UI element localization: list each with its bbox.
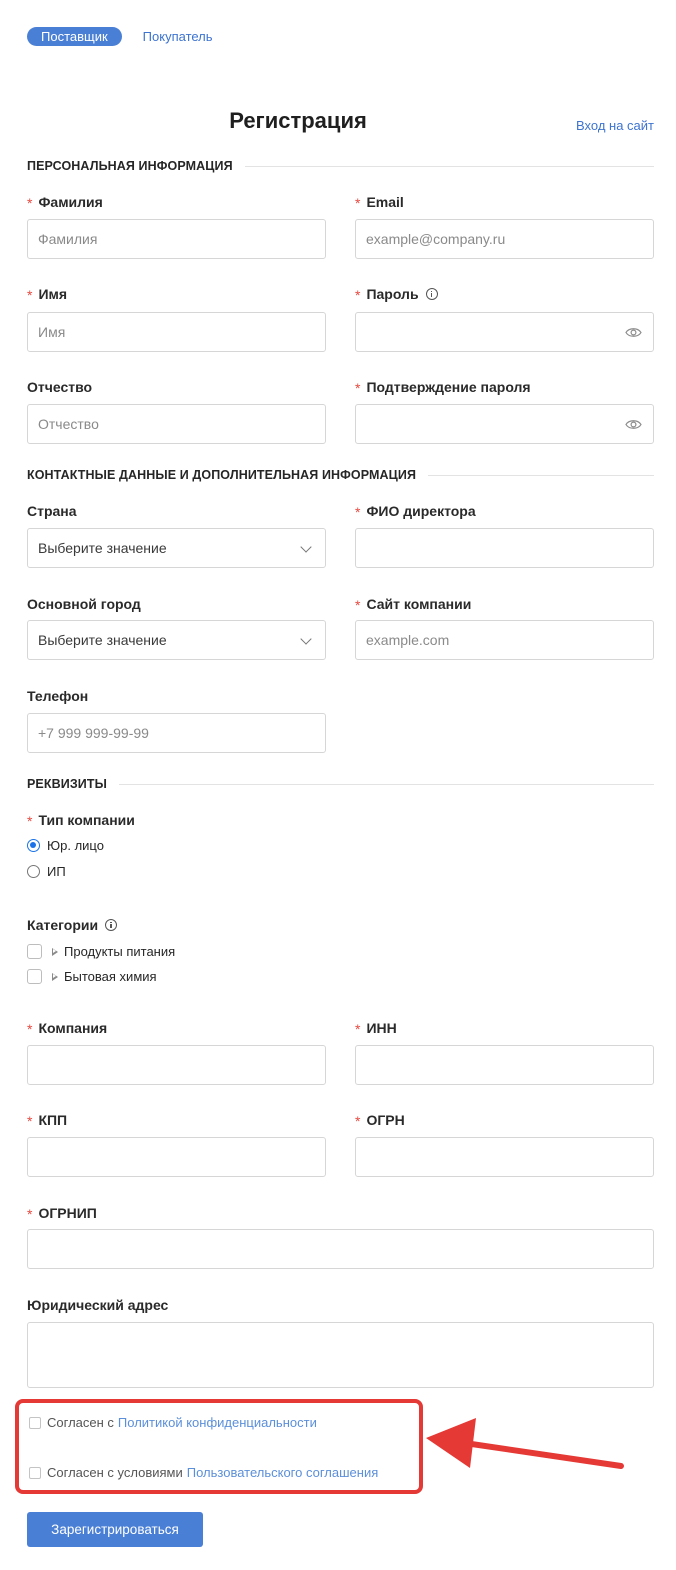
required-mark: * [27, 195, 33, 211]
first-name-label: * Имя [27, 286, 68, 303]
section-requisites [27, 777, 654, 791]
country-select[interactable] [27, 528, 326, 568]
required-mark: * [355, 1021, 361, 1037]
password-label: * Пароль [355, 286, 438, 302]
info-icon[interactable] [105, 919, 117, 931]
page-title: Регистрация [229, 108, 367, 133]
section-contacts [27, 468, 654, 482]
required-mark: * [355, 380, 361, 396]
chevron-down-icon [300, 633, 311, 644]
required-mark: * [27, 1113, 33, 1129]
section-contacts-title: КОНТАКТНЫЕ ДАННЫЕ И ДОПОЛНИТЕЛЬНАЯ ИНФОРМАЦИЯ [27, 468, 417, 482]
privacy-policy-link[interactable]: Политикой конфиденциальности [117, 1415, 317, 1430]
radio-button-checked[interactable] [27, 839, 40, 852]
legal-address-textarea[interactable] [27, 1322, 654, 1388]
info-icon[interactable] [426, 288, 438, 300]
legal-address-label: Юридический адрес [27, 1297, 169, 1313]
radio-label: Юр. лицо [47, 838, 104, 853]
category-label: Бытовая химия [64, 969, 157, 984]
city-select[interactable] [27, 620, 326, 660]
country-select-value: Выберите значение [38, 540, 167, 556]
last-name-input[interactable] [27, 219, 326, 259]
password-confirm-label: * Подтверждение пароля [355, 379, 531, 396]
ogrnip-input[interactable] [27, 1229, 654, 1269]
categories-label: Категории [27, 917, 117, 933]
required-mark: * [355, 597, 361, 613]
login-link[interactable]: Вход на сайт [576, 118, 654, 133]
category-item [27, 969, 157, 984]
privacy-text: Согласен с [47, 1415, 114, 1430]
section-divider [119, 784, 654, 785]
required-mark: * [27, 813, 33, 829]
last-name-label: * Фамилия [27, 194, 103, 211]
city-label: Основной город [27, 596, 141, 612]
category-item [27, 944, 175, 959]
register-button[interactable]: Зарегистрироваться [27, 1512, 203, 1547]
country-label: Страна [27, 503, 77, 519]
ogrn-input[interactable] [355, 1137, 654, 1177]
required-mark: * [27, 1206, 33, 1222]
section-divider [245, 166, 654, 167]
company-input[interactable] [27, 1045, 326, 1085]
phone-input[interactable] [27, 713, 326, 753]
ogrn-label: * ОГРН [355, 1112, 405, 1129]
eye-icon[interactable] [625, 327, 642, 338]
caret-right-icon[interactable] [52, 973, 58, 981]
section-personal [27, 159, 654, 173]
required-mark: * [27, 1021, 33, 1037]
category-checkbox[interactable] [27, 944, 42, 959]
required-mark: * [355, 195, 361, 211]
inn-input[interactable] [355, 1045, 654, 1085]
required-mark: * [355, 287, 361, 303]
role-tab-supplier[interactable]: Поставщик [27, 27, 122, 46]
password-input[interactable] [355, 312, 654, 352]
radio-individual[interactable] [27, 864, 66, 879]
kpp-label: * КПП [27, 1112, 68, 1129]
role-tab-buyer[interactable]: Покупатель [142, 29, 213, 44]
section-divider [428, 475, 654, 476]
required-mark: * [355, 1113, 361, 1129]
ogrnip-label: * ОГРНИП [27, 1205, 97, 1222]
caret-right-icon[interactable] [52, 948, 58, 956]
section-requisites-title: РЕКВИЗИТЫ [27, 777, 107, 791]
patronymic-input[interactable] [27, 404, 326, 444]
role-switch [27, 27, 213, 46]
company-type-label: * Тип компании [27, 812, 135, 829]
eye-icon[interactable] [625, 419, 642, 430]
website-input[interactable] [355, 620, 654, 660]
terms-text: Согласен с условиями [47, 1465, 183, 1480]
phone-label: Телефон [27, 688, 89, 704]
radio-label: ИП [47, 864, 66, 879]
kpp-input[interactable] [27, 1137, 326, 1177]
director-input[interactable] [355, 528, 654, 568]
category-label: Продукты питания [64, 944, 176, 959]
required-mark: * [27, 287, 33, 303]
website-label: * Сайт компании [355, 596, 472, 613]
city-select-value: Выберите значение [38, 632, 167, 648]
director-label: * ФИО директора [355, 503, 476, 520]
required-mark: * [355, 504, 361, 520]
password-confirm-input[interactable] [355, 404, 654, 444]
user-agreement-link[interactable]: Пользовательского соглашения [186, 1465, 379, 1480]
patronymic-label: Отчество [27, 379, 93, 395]
category-checkbox[interactable] [27, 969, 42, 984]
chevron-down-icon [300, 541, 311, 552]
email-input[interactable] [355, 219, 654, 259]
annotation-highlight-box [15, 1399, 423, 1494]
arrow-annotation-icon [420, 1410, 630, 1480]
section-personal-title: ПЕРСОНАЛЬНАЯ ИНФОРМАЦИЯ [27, 159, 233, 173]
radio-button[interactable] [27, 865, 40, 878]
radio-legal-entity[interactable] [27, 838, 104, 853]
first-name-input[interactable] [27, 312, 326, 352]
company-label: * Компания [27, 1020, 108, 1037]
inn-label: * ИНН [355, 1020, 397, 1037]
email-label: * Email [355, 194, 404, 211]
